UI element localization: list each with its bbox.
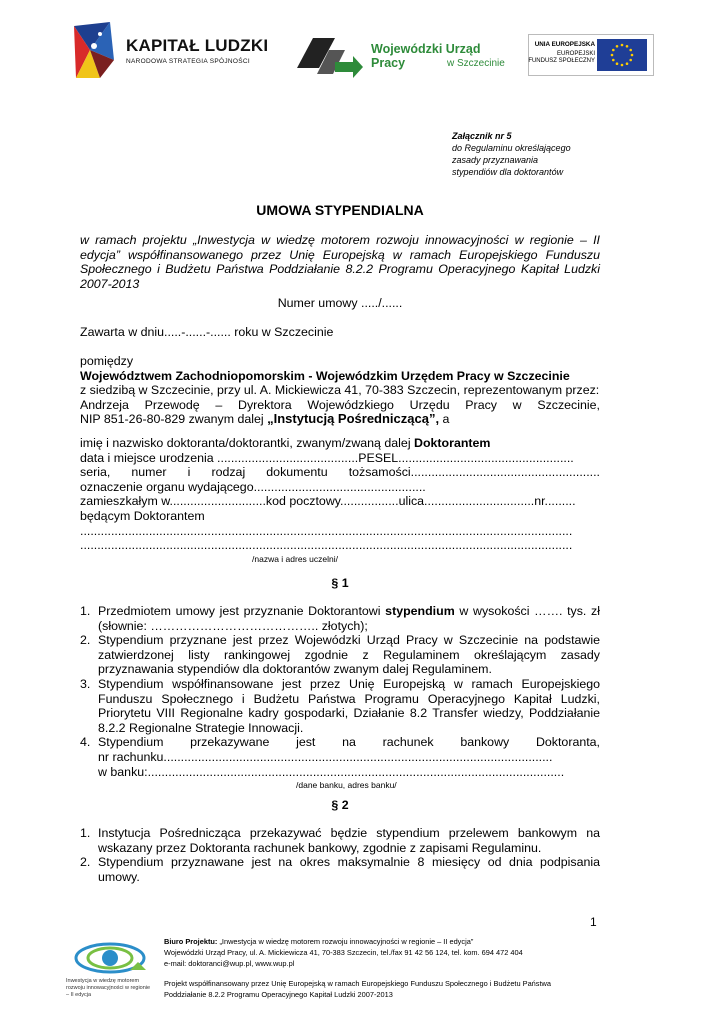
footer-info [164,936,654,1000]
doctoral-label: będącym Doktorantem [80,508,205,523]
list-item [80,855,600,884]
kapital-ludzki-subtitle: NARODOWA STRATEGIA SPÓJNOŚCI [126,58,250,65]
issuing-authority-line: oznaczenie organu wydającego.................................................. [80,479,426,494]
doctoral-name-line [80,436,600,451]
item-text: (słownie: ………………………………….. złotych); [98,618,368,633]
eu-fund-line1: EUROPEJSKI [556,51,595,57]
annex-line: zasady przyznawania [452,155,539,165]
wup-logo [295,34,510,78]
list-item [80,604,600,633]
party1-address: z siedzibą w Szczecinie, przy ul. A. Mickiewicza 41, 70-383 Szczecin, reprezentowanym przez: [80,383,600,398]
section1-list [80,604,600,791]
party1-nip-text: NIP 851-26-80-829 zwanym dalej [80,412,268,427]
kapital-ludzki-emblem-icon [70,20,120,82]
between-label: pomiędzy [80,354,134,368]
item-text: Przedmiotem umowy jest przyznanie Doktorantowi stypendium w wysokości ……. tys. zł [98,604,600,618]
item-text: Stypendium przekazywane jest na rachunek bankowy Doktoranta, [98,735,600,750]
party1-and: a [439,412,450,427]
annex-line: do Regulaminu określającego [452,143,571,153]
university-caption: /nazwa i adres uczelni/ [252,553,338,564]
address-line: zamieszkałym w............................kod pocztowy.................ulica................................nr......... [80,494,576,509]
parties-block [80,354,600,427]
annex-line: stypendiów dla doktorantów [452,167,564,177]
kapital-ludzki-logo [70,20,270,82]
annex-title: Załącznik nr 5 [452,131,512,141]
eu-flag-icon [597,39,647,71]
project-logo-text: Inwestycja w wiedzę motorem rozwoju innowacyjności w regionie – II edycja [66,978,151,998]
list-number: 3. [80,676,91,691]
section2-list [80,826,600,884]
page-number: 1 [590,915,597,929]
footer-cofinance: Projekt współfinansowany przez Unię Europejską w ramach Europejskiego Funduszu Społecznego i Budżetu Państwa [164,979,551,988]
list-number: 2. [80,855,91,870]
doctoral-alias: Doktorantem [414,436,491,450]
footer-bureau: Biuro Projektu: „Inwestycja w wiedzę motorem rozwoju innowacyjności w regionie – II edycja” [164,937,474,946]
footer-cofinance: Poddziałanie 8.2.2 Programu Operacyjnego Kapitał Ludzki 2007-2013 [164,990,393,999]
footer-address: Wojewódzki Urząd Pracy, ul. A. Mickiewicza 41, 70-383 Szczecin, tel./fax 91 42 56 124, tel. kom. 694 472 404 [164,948,523,957]
list-number: 1. [80,826,91,840]
annex-note [452,130,652,178]
doctoral-name-text: imię i nazwisko doktoranta/doktorantki, zwanym/zwaną dalej [80,436,415,450]
party1-name: Województwem Zachodniopomorskim - Wojewódzkim Urzędem Pracy w Szczecinie [80,368,570,383]
list-item [80,677,600,735]
wup-emblem-icon [295,34,363,78]
project-logo [66,940,161,1005]
list-item [80,735,600,791]
item-text: nr rachunku................................................................................................................. [98,749,553,764]
intro-paragraph: w ramach projektu „Inwestycja w wiedzę motorem rozwoju innowacyjności w regionie – II edycja” współfinansowanego przez Unię Europejską w ramach Europejskiego Funduszu Społecznego i Budżetu Państwa Poddziałanie 8.2.2 Programu Operacyjnego Kapitał Ludzki 2007-2013 [80,233,600,291]
party1-nip [80,412,600,427]
contract-number: Numer umowy ...../...... [277,296,403,310]
page-title: UMOWA STYPENDIALNA [256,202,424,218]
project-globe-icon [70,940,150,976]
eu-title: UNIA EUROPEJSKA [534,41,595,48]
concluded-line: Zawarta w dniu.....-......-...... roku w Szczecinie [80,325,334,339]
item-text: Stypendium przyznawane jest na okres maksymalnie 8 miesięcy od dnia podpisania umowy. [98,855,600,884]
list-item [80,826,600,855]
footer-email: e-mail: doktoranci@wup.pl, www.wup.pl [164,959,295,968]
list-item [80,633,600,677]
eu-logo [528,34,654,76]
university-dots: ............................................................................................................................................... [80,523,573,538]
bank-caption: /dane banku, adres banku/ [296,780,397,791]
section2-heading: § 2 [331,798,349,812]
list-number: 1. [80,604,91,618]
party1-alias: „Instytucją Pośredniczącą”, [267,411,440,427]
wup-city: w Szczecinie [447,58,505,69]
wup-name: Wojewódzki Urząd Pracy [371,42,481,70]
party1-representative: Andrzeja Przewodę – Dyrektora Wojewódzkiego Urzędu Pracy w Szczecinie, [80,397,600,412]
doctoral-party-block [80,436,600,565]
item-text: Instytucja Pośrednicząca przekazywać będzie stypendium przelewem bankowym na wskazany przez Doktoranta rachunek bankowy, zgodnie z zapisami Regulaminu. [98,826,600,855]
list-number: 4. [80,735,91,750]
item-text: w banku:......................................................................................................................... [98,764,565,779]
id-document-line: seria, numer i rodzaj dokumentu tożsamości....................................................... [80,465,600,480]
kapital-ludzki-title: KAPITAŁ LUDZKI [126,36,269,55]
university-dots: ............................................................................................................................................... [80,538,573,553]
list-number: 2. [80,633,91,648]
birth-pesel-line: data i miejsce urodzenia .........................................PESEL................................................... [80,450,574,465]
section1-heading: § 1 [331,576,349,590]
eu-fund-line2: FUNDUSZ SPOŁECZNY [528,58,595,64]
item-text: Stypendium współfinansowane jest przez Unię Europejską w ramach Europejskiego Funduszu Społecznego i Budżetu Państwa Programu Operacyjnego Kapitał Ludzki, Priorytetu VIII Regionalne kadry gospodarki, Działanie 8.2 Transfer wiedzy, Poddziałanie 8.2.2 Regionalne Strategie Innowacji. [98,676,600,735]
item-text: Stypendium przyznane jest przez Wojewódzki Urząd Pracy w Szczecinie na podstawie zatwierdzonej listy rankingowej zgodnie z Regulaminem określającym zasady przyznawania stypendiów dla doktorantów zwanym dalej Regulaminem. [98,633,600,677]
